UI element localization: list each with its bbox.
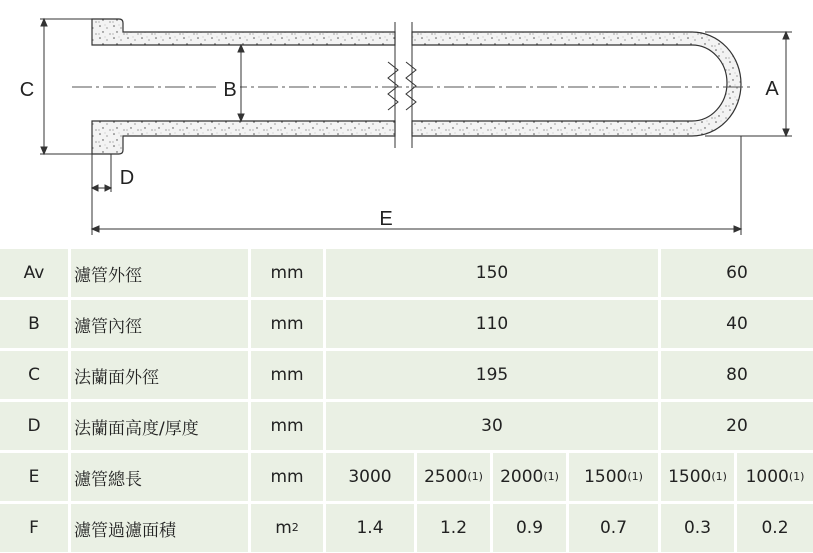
tube-wall-lower-left: [92, 121, 395, 154]
row-name-text: 法蘭面外徑: [74, 367, 159, 388]
row-name: [71, 402, 248, 450]
row-value-left-text: 110: [475, 314, 509, 334]
row-value: [737, 504, 813, 552]
row-value: 1000 (1): [737, 453, 813, 501]
row-unit: [251, 402, 323, 450]
row-value-left-text: 195: [475, 365, 509, 385]
row-value-right-text: 20: [726, 416, 748, 436]
row-code-text: Av: [23, 263, 45, 283]
row-value-right: [661, 351, 813, 399]
row-unit: [251, 453, 323, 501]
row-unit: [251, 249, 323, 297]
row-code-text: C: [28, 365, 40, 385]
row-value: [493, 504, 566, 552]
spec-table: [0, 249, 813, 553]
row-value: 1500 (1): [569, 453, 658, 501]
row-name-text: 濾管外徑: [74, 265, 142, 286]
row-unit: [251, 300, 323, 348]
row-value-text: 1000: [745, 467, 789, 487]
row-unit-text: mm: [270, 263, 304, 283]
row-unit-text: mm: [270, 365, 304, 385]
row-value-left: [326, 249, 658, 297]
row-code: [0, 453, 68, 501]
row-value-left: [326, 402, 658, 450]
row-value-text: 1.4: [356, 518, 384, 538]
row-value-right-text: 40: [726, 314, 748, 334]
row-value-left-text: 30: [481, 416, 503, 436]
row-value-right: [661, 300, 813, 348]
tube-wall-upper-left: [92, 19, 395, 45]
row-unit-text: mm: [270, 314, 304, 334]
row-value-right: [661, 249, 813, 297]
row-value: [569, 504, 658, 552]
row-value: 2500 (1): [417, 453, 490, 501]
dimension-label-a: A: [765, 78, 779, 100]
row-value-right-text: 80: [726, 365, 748, 385]
row-code-text: E: [28, 467, 40, 487]
row-code: [0, 351, 68, 399]
dimension-e: [92, 136, 741, 235]
tube-wall-right: [412, 32, 741, 136]
row-unit-text: m: [275, 518, 292, 538]
dimension-label-e: E: [379, 208, 393, 230]
row-name: [71, 300, 248, 348]
row-code-text: D: [27, 416, 41, 436]
row-name: [71, 453, 248, 501]
row-unit-text: mm: [270, 467, 304, 487]
row-name-text: 濾管總長: [74, 469, 142, 490]
row-value-text: 1.2: [439, 518, 468, 538]
row-name: [71, 249, 248, 297]
row-name: [71, 351, 248, 399]
row-code: [0, 300, 68, 348]
row-value-left-text: 150: [475, 263, 509, 283]
row-value: [661, 504, 734, 552]
row-value-left: [326, 300, 658, 348]
row-code: [0, 402, 68, 450]
row-name: [71, 504, 248, 552]
dimension-label-b: B: [223, 79, 237, 101]
row-name-text: 濾管內徑: [74, 316, 142, 337]
row-value-text: 0.9: [515, 518, 544, 538]
row-unit: [251, 351, 323, 399]
row-value-text: 0.7: [599, 518, 628, 538]
row-value: 1500 (1): [661, 453, 734, 501]
row-value-right: [661, 402, 813, 450]
row-value-right-text: 60: [726, 263, 748, 283]
row-value-text: 1500: [584, 467, 628, 487]
filter-tube-diagram: [0, 0, 813, 246]
row-code: [0, 249, 68, 297]
row-code: [0, 504, 68, 552]
row-value-text: 3000: [348, 467, 392, 487]
row-name-text: 濾管過濾面積: [74, 520, 176, 541]
row-value: [326, 453, 414, 501]
row-value-text: 0.2: [761, 518, 789, 538]
row-value: [326, 504, 414, 552]
row-value-left: [326, 351, 658, 399]
row-unit-text: mm: [270, 416, 304, 436]
row-name-text: 法蘭面高度/厚度: [74, 418, 199, 439]
row-unit: m 2: [251, 504, 323, 552]
dimension-label-d: D: [119, 167, 135, 189]
row-code-text: B: [28, 314, 40, 334]
row-code-text: F: [29, 518, 39, 538]
row-value-text: 1500: [668, 467, 712, 487]
row-value-text: 0.3: [683, 518, 712, 538]
row-value-text: 2000: [500, 467, 544, 487]
dimension-d: [92, 154, 111, 235]
dimension-label-c: C: [19, 79, 35, 101]
row-value: [417, 504, 490, 552]
row-value-text: 2500: [424, 467, 468, 487]
row-value: 2000 (1): [493, 453, 566, 501]
